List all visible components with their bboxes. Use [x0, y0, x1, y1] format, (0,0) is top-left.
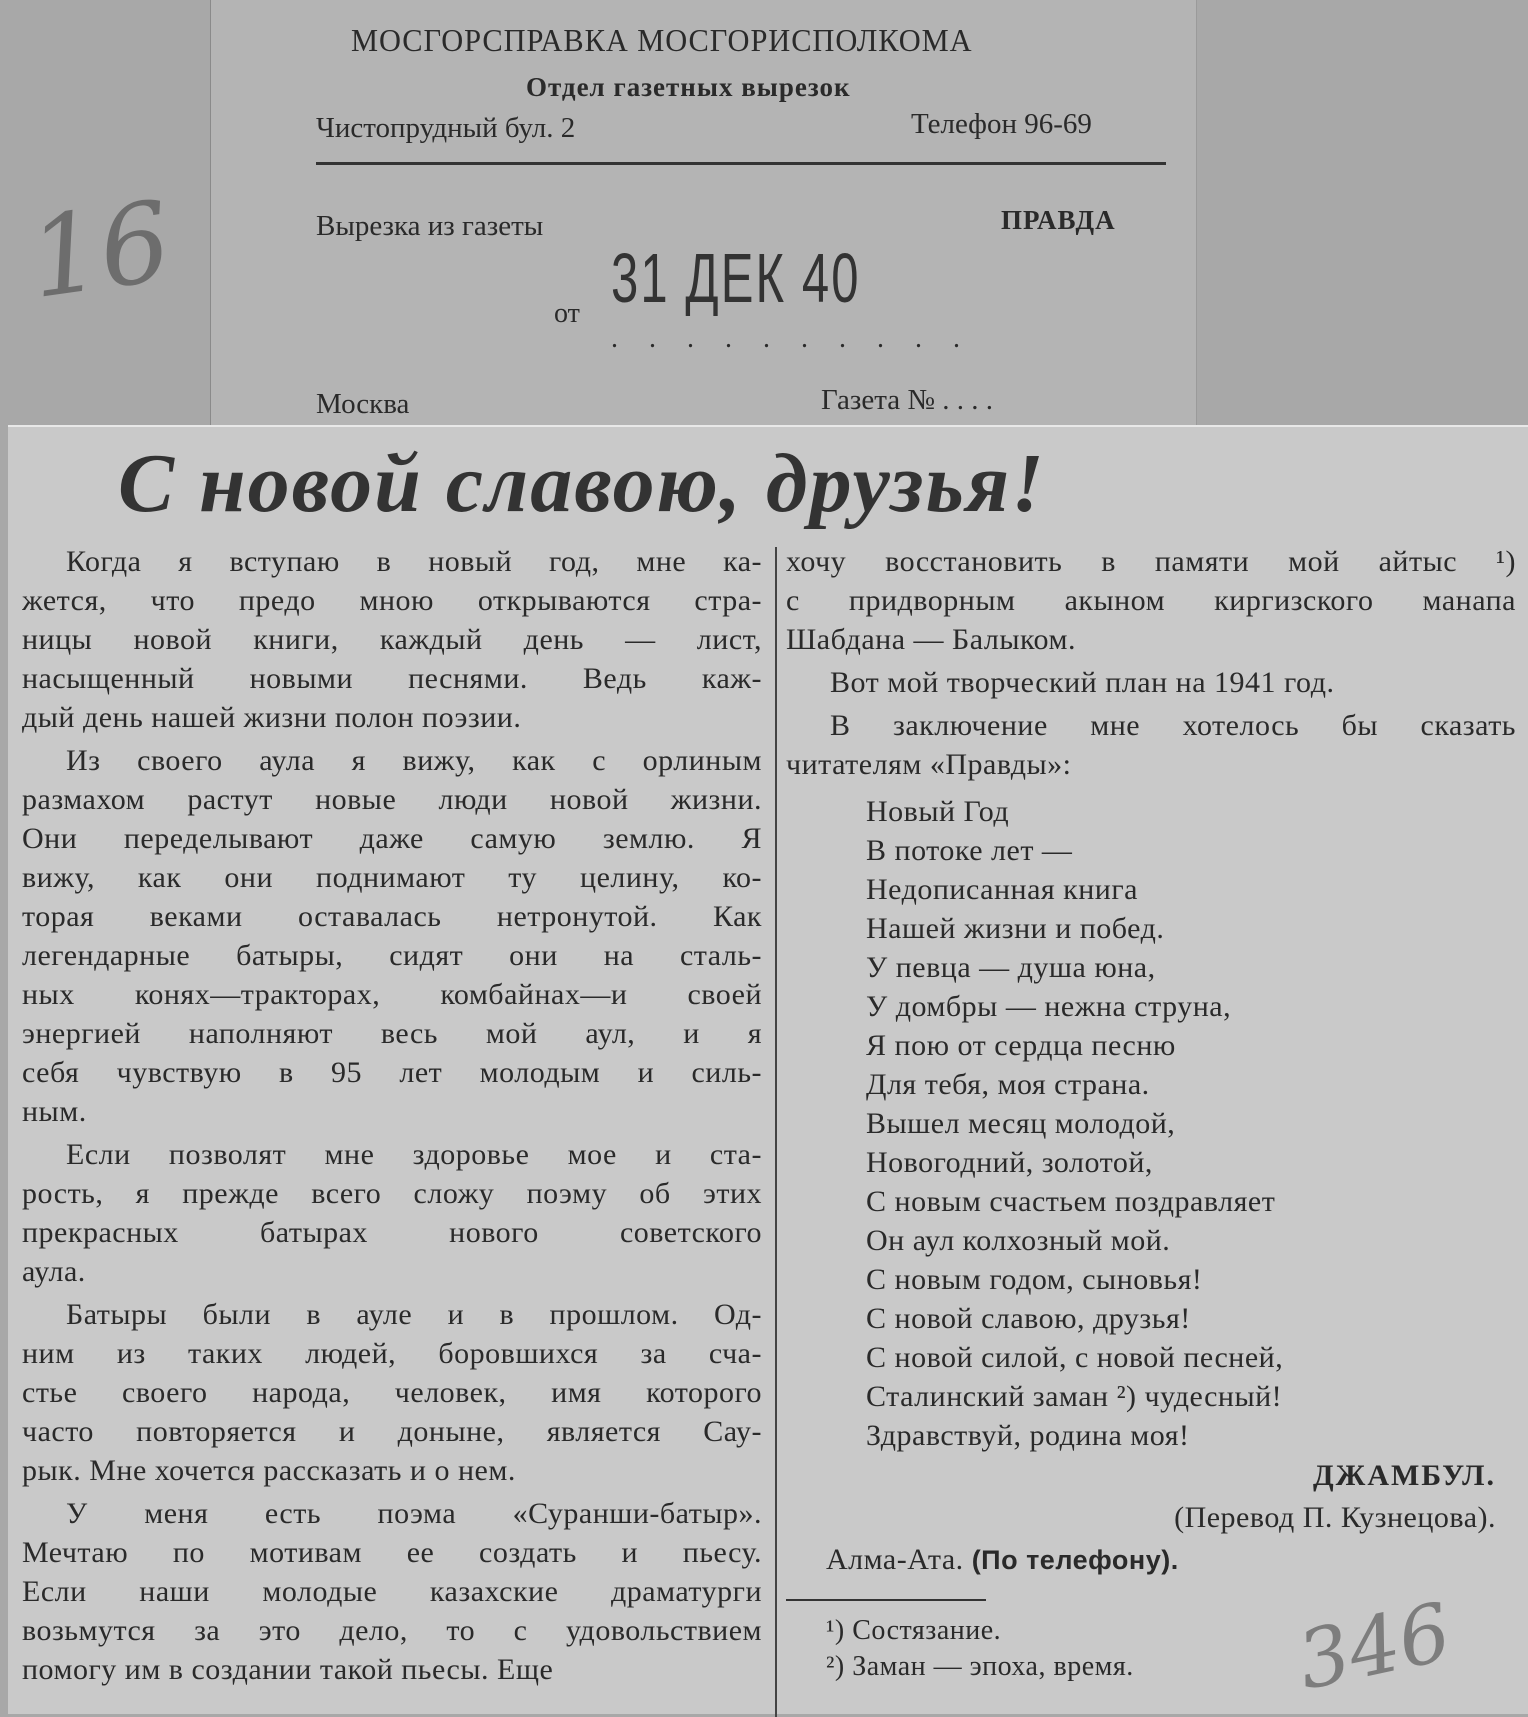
- article-title: С новой славою, друзья!: [118, 437, 1046, 530]
- paragraph: [22, 1494, 762, 1689]
- issue-number-label: Газета № . . . .: [821, 384, 994, 416]
- poem: [786, 792, 1516, 1455]
- text-line: возьмутся за это дело, то с удовольствием: [22, 1614, 762, 1647]
- text-line: Мечтаю по мотивам ее создать и пьесу.: [22, 1536, 762, 1569]
- phone: Телефон 96-69: [911, 108, 1092, 140]
- paragraph: [786, 542, 1516, 659]
- text-line: стье своего народа, человек, имя которого: [22, 1376, 762, 1409]
- text-line: Если позволят мне здоровье мое и ста-: [66, 1138, 762, 1171]
- poem-line: У певца — душа юна,: [866, 951, 1156, 984]
- poem-line: С новым счастьем поздравляет: [866, 1185, 1276, 1218]
- text-line: Вот мой творческий план на 1941 год.: [830, 666, 1335, 699]
- city: Москва: [316, 388, 410, 420]
- date-dots: . . . . . . . . . .: [611, 323, 972, 354]
- newspaper-clipping: [8, 425, 1528, 1714]
- poem-line: С новым годом, сыновья!: [866, 1263, 1203, 1296]
- poem-line: Новый Год: [866, 795, 1010, 828]
- text-line: легендарные батыры, сидят они на сталь-: [22, 939, 762, 972]
- text-line: аула.: [22, 1255, 86, 1288]
- text-line: ним из таких людей, боровшихся за сча-: [22, 1337, 762, 1370]
- text-line: Они переделывают даже самую землю. Я: [22, 822, 762, 855]
- paragraph: [22, 542, 762, 737]
- right-column: [786, 542, 1516, 1685]
- date-label: от: [554, 298, 580, 329]
- cut-from-label: Вырезка из газеты: [316, 210, 544, 242]
- footnote-2: ²) Заман — эпоха, время.: [826, 1651, 1134, 1682]
- footnote-1: ¹) Состязание.: [826, 1615, 1002, 1646]
- text-line: прекрасных батырах нового советского: [22, 1216, 762, 1249]
- text-line: Когда я вступаю в новый год, мне ка-: [66, 545, 762, 578]
- text-line: размахом растут новые люди новой жизни.: [22, 783, 762, 816]
- paragraph: [22, 1295, 762, 1490]
- paragraph: [786, 706, 1516, 784]
- poem-line: Вышел месяц молодой,: [866, 1107, 1176, 1140]
- paragraph: [22, 741, 762, 1131]
- poem-line: Сталинский заман ²) чудесный!: [866, 1380, 1283, 1413]
- text-line: рык. Мне хочется рассказать и о нем.: [22, 1454, 516, 1487]
- text-line: часто повторяется и доныне, является Сау-: [22, 1415, 762, 1448]
- text-line: дый день нашей жизни полон поэзии.: [22, 701, 522, 734]
- poem-line: Нашей жизни и побед.: [866, 912, 1165, 945]
- paragraph: [786, 663, 1516, 702]
- poem-line: У домбры — нежна струна,: [866, 990, 1232, 1023]
- text-line: рость, я прежде всего сложу поэму об этих: [22, 1177, 762, 1210]
- text-line: себя чувствую в 95 лет молодым и силь-: [22, 1056, 762, 1089]
- poem-line: Для тебя, моя страна.: [866, 1068, 1150, 1101]
- address: Чистопрудный бул. 2: [316, 112, 576, 144]
- poem-line: С новой славою, друзья!: [866, 1302, 1191, 1335]
- author: ДЖАМБУЛ.: [1313, 1459, 1496, 1492]
- handwritten-mark: 346: [1289, 1585, 1459, 1708]
- text-line: ным.: [22, 1095, 87, 1128]
- text-line: хочу восстановить в памяти мой айтыс ¹): [786, 545, 1516, 578]
- text-line: Шабдана — Балыком.: [786, 623, 1076, 656]
- left-column: [22, 542, 762, 1689]
- text-line: насыщенный новыми песнями. Ведь каж-: [22, 662, 762, 695]
- poem-line: Здравствуй, родина моя!: [866, 1419, 1190, 1452]
- text-line: торая веками оставалась нетронутой. Как: [22, 900, 762, 933]
- text-line: Если наши молодые казахские драматурги: [22, 1575, 762, 1608]
- translation-credit: (Перевод П. Кузнецова).: [1174, 1501, 1496, 1534]
- paragraph: [22, 1135, 762, 1291]
- text-line: Батыры были в ауле и в прошлом. Од-: [66, 1298, 762, 1331]
- header-rule: [316, 162, 1166, 165]
- text-line: вижу, как они поднимают ту целину, ко-: [22, 861, 762, 894]
- poem-line: Он аул колхозный мой.: [866, 1224, 1171, 1257]
- text-line: с придворным акыном киргизского манапа: [786, 584, 1516, 617]
- text-line: читателям «Правды»:: [786, 748, 1072, 781]
- column-divider: [775, 547, 777, 1717]
- text-line: энергией наполняют весь мой аул, и я: [22, 1017, 762, 1050]
- clipping-service-slip: [210, 0, 1197, 430]
- handwritten-number: 16: [21, 176, 179, 324]
- footnote-rule: [786, 1599, 986, 1601]
- text-line: У меня есть поэма «Суранши-батыр».: [66, 1497, 762, 1530]
- location: Алма-Ата.: [826, 1543, 964, 1576]
- dateline: [786, 1539, 1516, 1581]
- text-line: жется, что предо мною открываются стра-: [22, 584, 762, 617]
- org-name: МОСГОРСПРАВКА МОСГОРИСПОЛКОМА: [351, 22, 973, 58]
- poem-line: Недописанная книга: [866, 873, 1138, 906]
- text-line: помогу им в создании такой пьесы. Еще: [22, 1653, 554, 1686]
- text-line: ницы новой книги, каждый день — лист,: [22, 623, 762, 656]
- department: Отдел газетных вырезок: [526, 72, 851, 102]
- text-line: ных конях—тракторах, комбайнах—и своей: [22, 978, 762, 1011]
- text-line: Из своего аула я вижу, как с орлиным: [66, 744, 762, 777]
- newspaper-name: ПРАВДА: [1001, 205, 1116, 235]
- poem-line: Я пою от сердца песню: [866, 1029, 1176, 1062]
- date-stamp: 31 ДЕК 40: [611, 239, 861, 317]
- location-note: (По телефону).: [971, 1545, 1179, 1575]
- poem-line: В потоке лет —: [866, 834, 1073, 867]
- poem-line: Новогодний, золотой,: [866, 1146, 1153, 1179]
- poem-line: С новой силой, с новой песней,: [866, 1341, 1284, 1374]
- text-line: В заключение мне хотелось бы сказать: [830, 709, 1516, 742]
